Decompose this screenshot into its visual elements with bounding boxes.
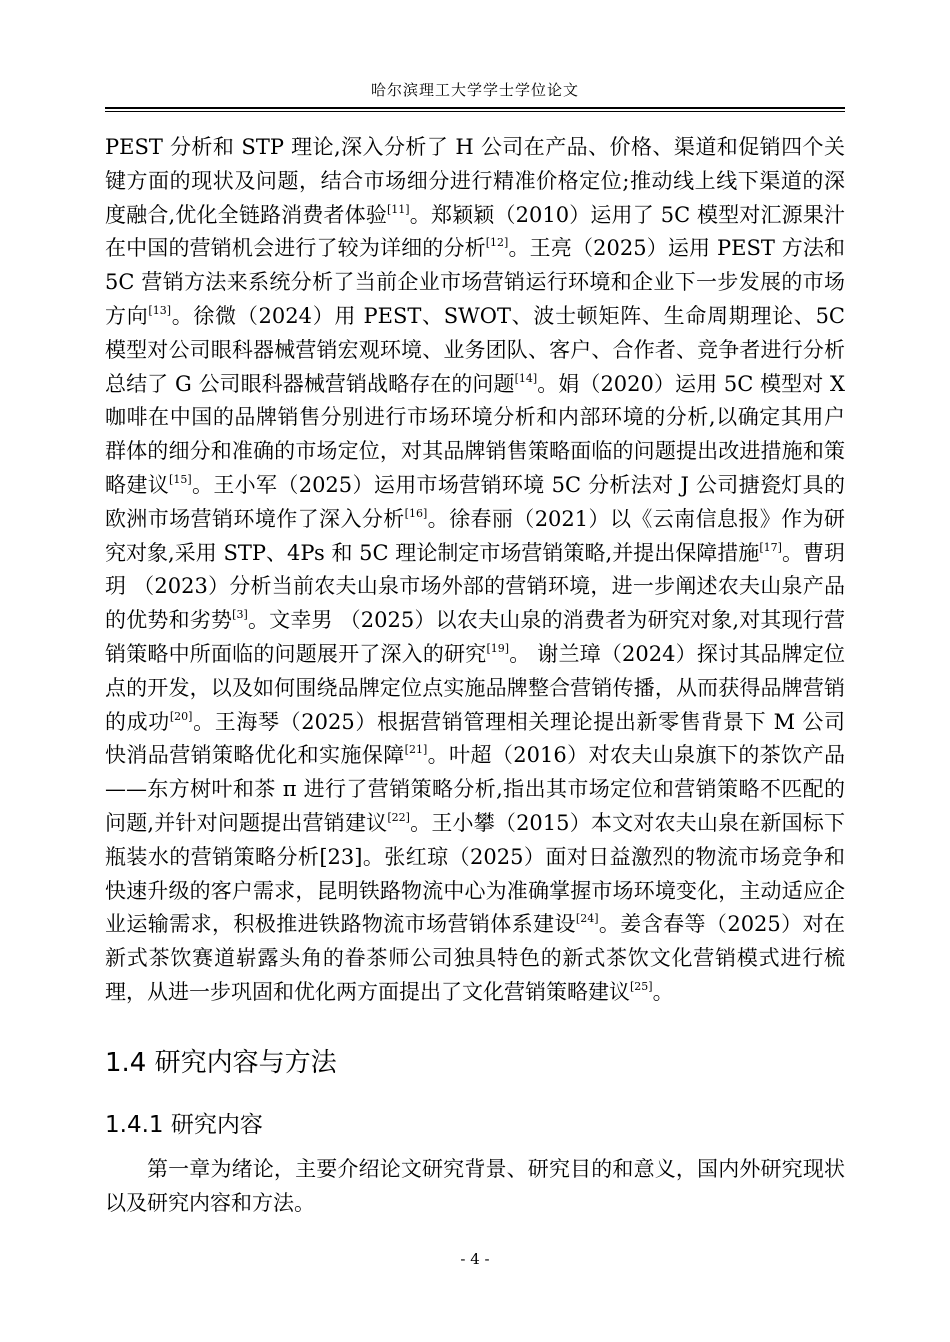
citation-ref: [20] — [169, 709, 193, 723]
text-run: 。 谢兰璋（2024）探讨其品牌定位点的开发，以及如何围绕品牌定位点实施品牌整合营销传播，从而获得品牌营销的成功 — [105, 641, 846, 734]
citation-ref: [25] — [630, 979, 653, 993]
citation-ref: [22] — [387, 810, 410, 824]
citation-ref: [13] — [148, 303, 172, 317]
text-run: 。 — [652, 979, 674, 1004]
citation-ref: [16] — [404, 506, 428, 520]
citation-ref: [17] — [759, 540, 782, 554]
literature-review-paragraph — [105, 131, 845, 1010]
text-run: PEST 分析和 STP 理论,深入分析了 H 公司在产品、价格、渠道和促销四个关键方面的现状及问题，结合市场细分进行精准价格定位;推动线上线下渠道的深度融合,优化全链路消费者体验 — [105, 135, 845, 227]
citation-ref: [11] — [387, 202, 410, 216]
text-run: 。徐春丽（2021）以《云南信息报》作为研究对象,采用 STP、4Ps 和 5C 理论制定市场营销策略,并提出保障措施 — [105, 506, 845, 565]
citation-ref: [15] — [169, 472, 192, 486]
text-run: 。文幸男 （2025）以农夫山泉的消费者为研究对象,对其现行营销策略中所面临的问题展开了深入的研究 — [105, 608, 846, 666]
text-run: 。王小攀（2015）本文对农夫山泉在新国标下瓶装水的营销策略分析[23]。张红琼（2025）面对日益激烈的物流市场竞争和快速升级的客户需求，昆明铁路物流中心为准确掌握市场环境变化，主动适应企业运输需求，积极推进铁路物流市场营销体系建设 — [105, 810, 845, 937]
subsection-heading: 1.4.1 研究内容 — [105, 1112, 263, 1138]
text-run: 。王海琴（2025）根据营销管理相关理论提出新零售背景下 M 公司快消品营销策略优化和实施保障 — [105, 709, 846, 768]
section-heading: 1.4 研究内容与方法 — [105, 1048, 337, 1078]
citation-ref: [21] — [404, 743, 428, 757]
text-run: 。叶超（2016）对农夫山泉旗下的茶饮产品——东方树叶和茶 π 进行了营销策略分析,指出其市场定位和营销策略不匹配的问题,并针对问题提出营销建议 — [105, 743, 845, 835]
text-run: 。徐微（2024）用 PEST、SWOT、波士顿矩阵、生命周期理论、5C 模型对公司眼科器械营销宏观环境、业务团队、客户、合作者、竞争者进行分析总结了 G 公司眼科器械营销战略存在的问题 — [105, 303, 846, 396]
citation-ref: [24] — [575, 912, 599, 926]
citation-ref: [12] — [485, 236, 509, 250]
citation-ref: [19] — [486, 641, 510, 655]
citation-ref: [3] — [232, 608, 248, 622]
research-content-paragraph: 第一章为绪论，主要介绍论文研究背景、研究目的和意义，国内外研究现状以及研究内容和方法。 — [105, 1157, 845, 1215]
body-paragraph — [105, 131, 845, 1010]
header-rule-thick — [105, 107, 845, 109]
text-run: 。王亮（2025）运用 PEST 方法和 5C 营销方法来系统分析了当前企业市场营销运行环境和企业下一步发展的市场方向 — [105, 236, 845, 328]
header-rule-thin — [105, 111, 845, 112]
text-run: 。曹玥玥 （2023）分析当前农夫山泉市场外部的营销环境，进一步阐述农夫山泉产品的优势和劣势 — [105, 540, 845, 633]
page-number: - 4 - — [460, 1250, 490, 1268]
page-header: 哈尔滨理工大学学士学位论文 — [370, 81, 579, 99]
text-run: 。姜含春等（2025）对在新式茶饮赛道崭露头角的眷茶师公司独具特色的新式茶饮文化营销模式进行梳理，从进一步巩固和优化两方面提出了文化营销策略建议 — [105, 912, 845, 1004]
text-run: 。王小军（2025）运用市场营销环境 5C 分析法对 J 公司搪瓷灯具的欧洲市场营销环境作了深入分析 — [105, 472, 845, 531]
text-run: 。娟（2020）运用 5C 模型对 X 咖啡在中国的品牌销售分别进行市场环境分析和内部环境的分析,以确定其用户群体的细分和准确的市场定位，对其品牌销售策略面临的问题提出改进措施和策略建议 — [105, 371, 846, 497]
citation-ref: [14] — [514, 371, 538, 385]
text-run: 。郑颖颖（2010）运用了 5C 模型对汇源果汁在中国的营销机会进行了较为详细的分析 — [105, 202, 845, 261]
